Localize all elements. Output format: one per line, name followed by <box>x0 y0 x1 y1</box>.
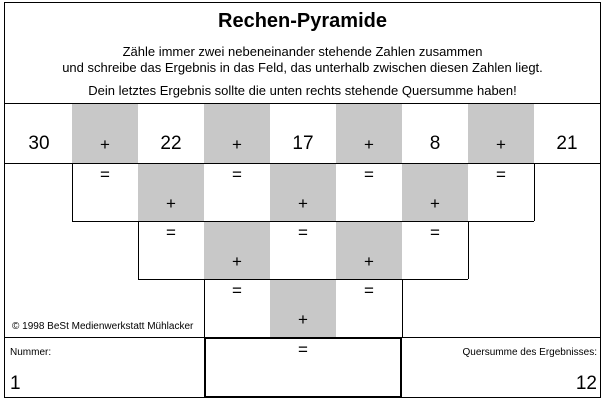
instruction-line-1: Zähle immer zwei nebeneinander stehende Zahlen zusammen <box>122 44 483 59</box>
top-number: 21 <box>556 133 578 154</box>
top-number: 17 <box>292 133 314 154</box>
plus-sign: + <box>430 194 440 213</box>
copyright-text: © 1998 BeSt Medienwerkstatt Mühlacker <box>12 321 194 332</box>
top-number: 22 <box>160 133 182 154</box>
plus-sign: + <box>100 135 110 154</box>
equals-sign: = <box>298 340 308 359</box>
plus-sign: + <box>298 194 308 213</box>
plus-sign: + <box>232 252 242 271</box>
equals-sign: = <box>364 165 374 184</box>
plus-sign: + <box>298 310 308 329</box>
grid-line <box>138 221 139 279</box>
equals-sign: = <box>364 281 374 300</box>
number-value: 1 <box>10 373 21 394</box>
grid-line <box>72 221 534 222</box>
grid-line <box>534 163 535 221</box>
plus-sign: + <box>364 135 374 154</box>
grid-line <box>138 279 468 280</box>
grid-line <box>468 221 469 279</box>
instruction-line-3: Dein letztes Ergebnis sollte die unten rechts stehende Quersumme haben! <box>88 83 517 98</box>
equals-sign: = <box>496 165 506 184</box>
top-number: 30 <box>28 133 50 154</box>
plus-sign: + <box>166 194 176 213</box>
equals-sign: = <box>430 223 440 242</box>
instruction-line-2: und schreibe das Ergebnis in das Feld, das unterhalb zwischen diesen Zahlen liegt. <box>62 60 543 75</box>
equals-sign: = <box>298 223 308 242</box>
plus-sign: + <box>496 135 506 154</box>
plus-sign: + <box>364 252 374 271</box>
grid-line <box>72 163 73 221</box>
equals-sign: = <box>100 165 110 184</box>
grid-line <box>204 279 205 337</box>
equals-sign: = <box>166 223 176 242</box>
grid-line <box>402 279 403 337</box>
top-number: 8 <box>429 133 441 154</box>
final-result-box[interactable] <box>204 337 402 398</box>
page-title: Rechen-Pyramide <box>218 10 387 32</box>
grid-line <box>4 163 601 164</box>
equals-sign: = <box>232 281 242 300</box>
checksum-label: Quersumme des Ergebnisses: <box>462 347 597 358</box>
number-label: Nummer: <box>10 347 52 358</box>
checksum-value: 12 <box>575 373 597 394</box>
plus-sign: + <box>232 135 242 154</box>
equals-sign: = <box>232 165 242 184</box>
